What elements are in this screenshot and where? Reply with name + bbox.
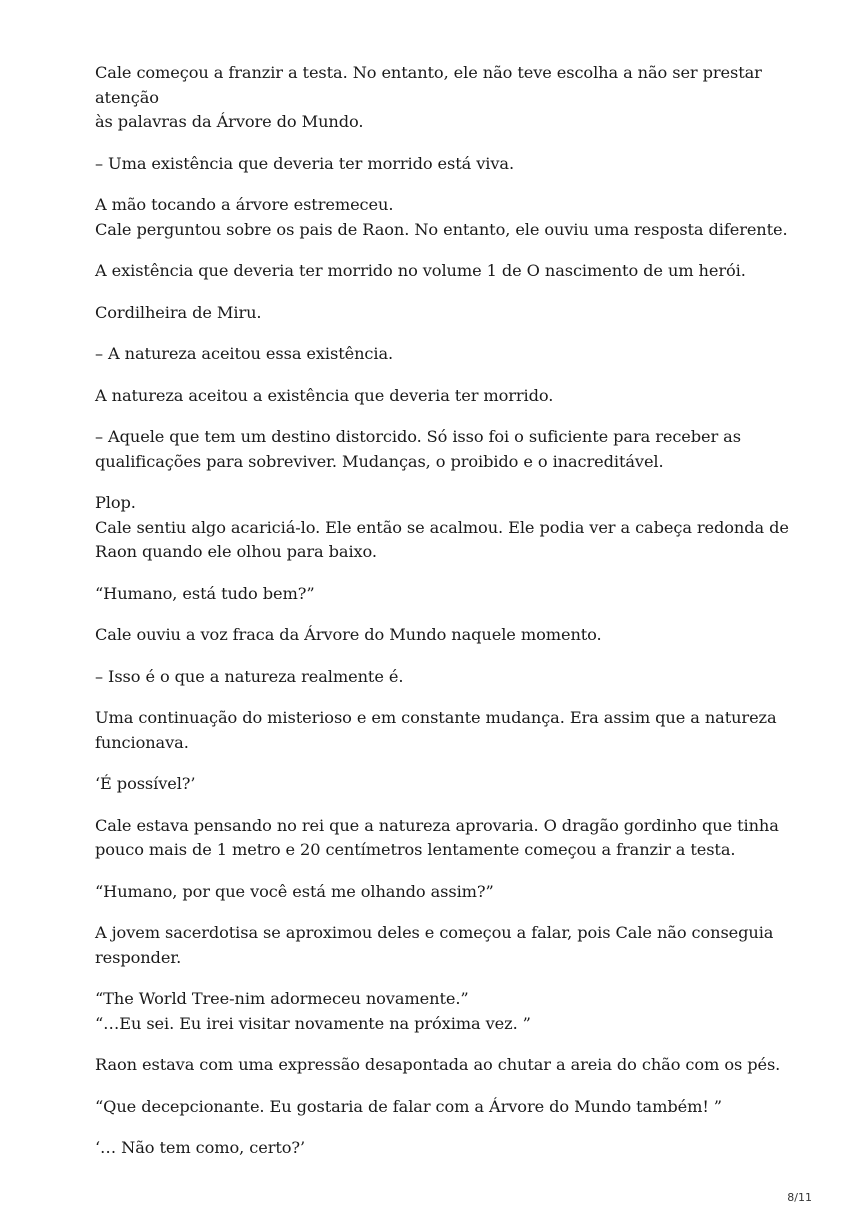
text-line: – Uma existência que deveria ter morrido está viva. [95, 153, 514, 173]
paragraph-17 [95, 921, 795, 970]
text-line: “The World Tree-nim adormeceu novamente.” [95, 989, 469, 1008]
text-line: Uma continuação do misterioso e em constante mudança. Era assim que a natureza [95, 708, 777, 727]
text-line: ‘É possível?’ [95, 774, 196, 793]
text-line: às palavras da Árvore do Mundo. [95, 112, 364, 131]
paragraph-16 [95, 880, 795, 905]
text-line: Plop. [95, 493, 136, 512]
text-line: Cale começou a franzir a testa. No entanto, ele não teve escolha a não ser prestar atenção [95, 63, 762, 107]
text-line: pouco mais de 1 metro e 20 centímetros lentamente começou a franzir a testa. [95, 840, 736, 859]
text-line: responder. [95, 947, 182, 967]
text-line: – Isso é o que a natureza realmente é. [95, 666, 404, 686]
document-body [95, 61, 795, 1178]
text-line: Cale sentiu algo acariciá-lo. Ele então se acalmou. Ele podia ver a cabeça redonda de [95, 517, 789, 537]
paragraph-14 [95, 772, 795, 797]
text-line: “Humano, está tudo bem?” [95, 583, 315, 603]
paragraph-19 [95, 1053, 795, 1078]
paragraph-10 [95, 582, 795, 607]
paragraph-7 [95, 384, 795, 409]
text-line: – Aquele que tem um destino distorcido. Só isso foi o suficiente para receber as [95, 427, 741, 446]
text-line: “…Eu sei. Eu irei visitar novamente na próxima vez. ” [95, 1013, 531, 1033]
text-line: A mão tocando a árvore estremeceu. [95, 195, 394, 214]
text-line: Raon estava com uma expressão desapontada ao chutar a areia do chão com os pés. [95, 1055, 781, 1074]
paragraph-18 [95, 987, 795, 1036]
paragraph-21 [95, 1136, 795, 1161]
text-line: Raon quando ele olhou para baixo. [95, 542, 377, 561]
text-line: A natureza aceitou a existência que deveria ter morrido. [95, 385, 554, 405]
paragraph-12 [95, 665, 795, 690]
paragraph-3 [95, 193, 795, 242]
text-line: ‘… Não tem como, certo?’ [95, 1138, 306, 1157]
text-line: qualificações para sobreviver. Mudanças, o proibido e o inacreditável. [95, 451, 664, 471]
text-line: funcionava. [95, 732, 189, 752]
page-number: 8/11 [787, 1191, 812, 1204]
text-line: Cale estava pensando no rei que a natureza aprovaria. O dragão gordinho que tinha [95, 815, 779, 835]
paragraph-8 [95, 425, 795, 474]
text-line: – A natureza aceitou essa existência. [95, 344, 394, 363]
paragraph-20 [95, 1095, 795, 1120]
text-line: Cale ouviu a voz fraca da Árvore do Mundo naquele momento. [95, 625, 602, 644]
paragraph-6 [95, 342, 795, 367]
paragraph-4 [95, 259, 795, 284]
paragraph-5 [95, 301, 795, 326]
paragraph-13 [95, 706, 795, 755]
text-line: Cale perguntou sobre os pais de Raon. No entanto, ele ouviu uma resposta diferente. [95, 219, 788, 239]
paragraph-15 [95, 814, 795, 863]
text-line: “Que decepcionante. Eu gostaria de falar com a Árvore do Mundo também! ” [95, 1096, 722, 1116]
paragraph-9 [95, 491, 795, 565]
paragraph-1 [95, 61, 795, 135]
text-line: “Humano, por que você está me olhando assim?” [95, 881, 494, 901]
text-line: Cordilheira de Miru. [95, 302, 262, 322]
text-line: A existência que deveria ter morrido no volume 1 de O nascimento de um herói. [95, 261, 746, 280]
text-line: A jovem sacerdotisa se aproximou deles e começou a falar, pois Cale não conseguia [95, 923, 774, 942]
paragraph-11 [95, 623, 795, 648]
paragraph-2 [95, 152, 795, 177]
